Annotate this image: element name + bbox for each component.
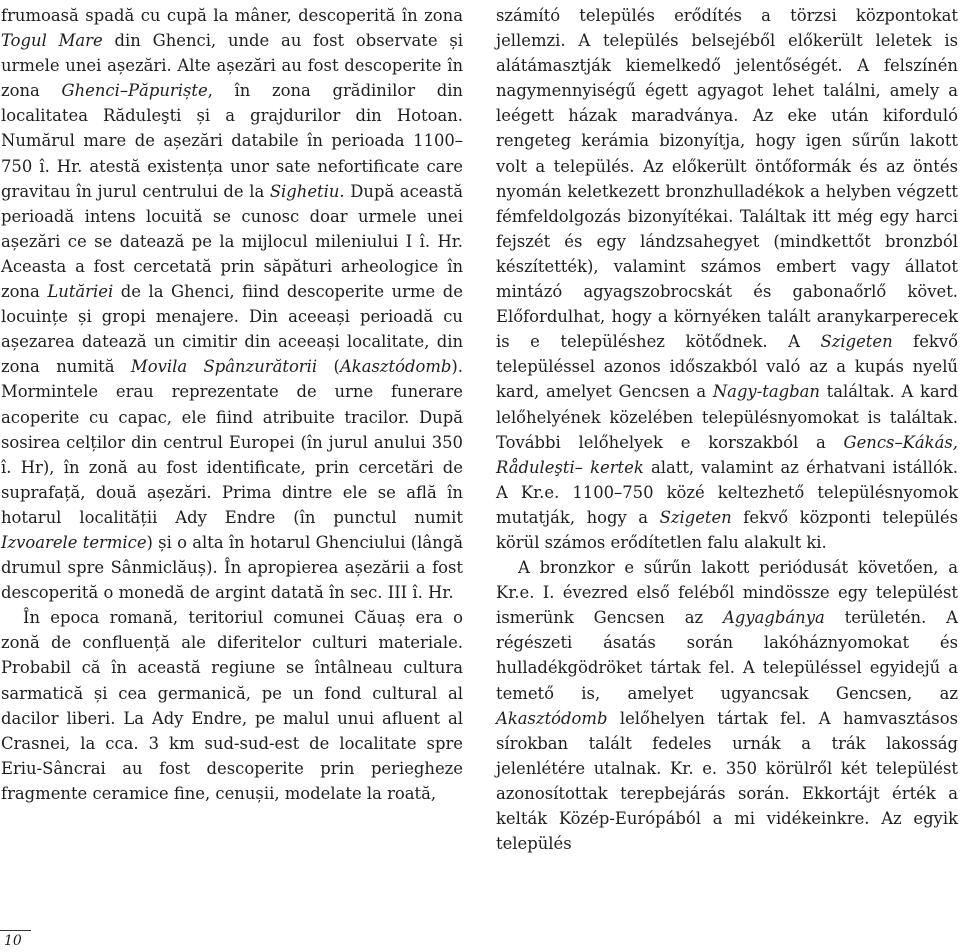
italic-text: Lutăriei bbox=[47, 282, 114, 302]
italic-text: Izvoarele termice bbox=[1, 532, 147, 552]
text-run: fekvő településsel azonos időszakból való az a kupás nyelű kard, amelyet Gencsen a bbox=[496, 332, 958, 402]
paragraph bbox=[496, 555, 958, 856]
paragraph bbox=[1, 3, 463, 605]
italic-text: Nagy-tagban bbox=[712, 382, 820, 402]
text-run: din Ghenci, unde au fost observate și urmele unei așezări. Alte așezări au fost descoperite în zona bbox=[1, 31, 463, 101]
text-run: , în zona grădinilor din localitatea Răduleşti și a grajdurilor din Hotoan. Numărul mare de așezări databile în perioada 1100–750 î. Hr. atestă existența unor sate nefortificate care gravitau în jurul centrului de la bbox=[1, 81, 463, 201]
footer-rule bbox=[0, 930, 31, 931]
italic-text: Szigeten bbox=[820, 332, 893, 352]
italic-text: Sighetiu. bbox=[269, 181, 345, 201]
right-column bbox=[496, 3, 958, 856]
text-run: A bronzkor e sűrűn lakott periódusát követően, a Kr.e. I. évezred első feléből mindössze egy települést ismerünk Gencsen az bbox=[496, 558, 958, 628]
text-run: frumoasă spadă cu cupă la mâner, descoperită în zona bbox=[1, 6, 463, 25]
page-number: 10 bbox=[4, 933, 22, 949]
paragraph bbox=[1, 605, 463, 806]
text-run: ( bbox=[317, 357, 340, 377]
italic-text: Togul Mare bbox=[1, 31, 103, 51]
italic-text: Agyagbánya bbox=[723, 608, 825, 628]
italic-text: Akasztódomb bbox=[496, 708, 608, 728]
text-run: találtak. A kard lelőhelyének közelében településnyomokat is találtak. További lelőhelyek e korszakból a bbox=[496, 382, 958, 452]
italic-text: Ghenci–Păpuriște bbox=[61, 81, 208, 101]
italic-text: Gencs–Kákás, Råduleşti– kertek bbox=[496, 432, 958, 477]
italic-text: Szigeten bbox=[659, 507, 732, 527]
text-run: fekvő központi település körül számos erődítetlen falu alakult ki. bbox=[496, 507, 958, 552]
text-run: alatt, valamint az érhatvani istállók. A Kr.e. 1100–750 közé keltezhető településnyomok mutatják, hogy a bbox=[496, 457, 958, 527]
text-run: számító település erődítés a törzsi központokat jellemzi. A település belsejéből előkerült leletek is alátámasztják kiemelkedő jelentőségét. A felszínén nagymennyiségű égett agyagot lehet találni, amely a leégett házak maradványa. Az eke után kiforduló rengeteg kerámia bizonyítja, hogy igen sűrűn lakott volt a település. Az előkerült öntőformák és az öntés nyomán keletkezett bronzhulladékok a helyben végzett fémfeldolgozás bizonyítékai. Találtak itt még egy harci fejszét és egy lándzsahegyet (mindkettőt bronzból készítették), valamint számos embert vagy állatot mintázó agyagszobrocskát és gabonaőrlő követ. Előfordulhat, hogy a környéken talált aranykarperecek is e településhez kötődnek. A bbox=[496, 6, 958, 352]
italic-text: Akasztódomb bbox=[339, 357, 452, 377]
text-run: În epoca romană, teritoriul comunei Căuaș era o zonă de confluență ale diferitelor culturi materiale. Probabil că în această regiune se întâlneau cultura sarmatică și cea germanică, pe un fond cultural al dacilor liberi. La Ady Endre, pe malul unui afluent al Crasnei, la cca. 3 km sud-sud-est de localitate spre Eriu-Sâncrai au fost descoperite prin periegheze fragmente ceramice fine, cenușii, modelate la roată, bbox=[1, 608, 463, 803]
text-run: de la Ghenci, fiind descoperite urme de locuințe și gropi menajere. Din aceeași perioadă cu așezarea datează un cimitir din aceeași localitate, din zona numită bbox=[1, 282, 463, 377]
italic-text: Movila Spânzurătorii bbox=[130, 357, 318, 377]
text-run: lelőhelyen tártak fel. A hamvasztásos sírokban talált fedeles urnák a trák lakosság jelenlétére utalnak. Kr. e. 350 körülről két települést azonosítottak terepbejárás során. Ekkortájt érték a kelták Közép-Európából a mi vidékeinkre. Az egyik település bbox=[496, 708, 958, 854]
text-run: ). Mormintele erau reprezentate de urne funerare acoperite cu capac, ele fiind atribuite tracilor. După sosirea celților din centrul Europei (în jurul anului 350 î. Hr), în zonă au fost identificate, prin cercetări de suprafață, două așezări. Prima dintre ele se află în hotarul localității Ady Endre (în punctul numit bbox=[1, 357, 463, 527]
text-run: ) și o alta în hotarul Ghenciului (lângă drumul spre Sânmiclăuș). În apropierea așezării a fost descoperită o monedă de argint datată în sec. III î. Hr. bbox=[1, 532, 463, 603]
text-run: területén. A régészeti ásatás során lakóháznyomokat és hulladékgödröket tártak fel. A településsel egyidejű a temető is, amelyet ugyancsak Gencsen, az bbox=[496, 608, 958, 703]
left-column bbox=[1, 3, 463, 806]
text-run: După această perioadă intens locuită se cunosc doar urmele unei așezări ce se datează pe la mijlocul mileniului I î. Hr. Aceasta a fost cercetată prin săpături arheologice în zona bbox=[1, 181, 464, 302]
paragraph bbox=[496, 3, 958, 555]
